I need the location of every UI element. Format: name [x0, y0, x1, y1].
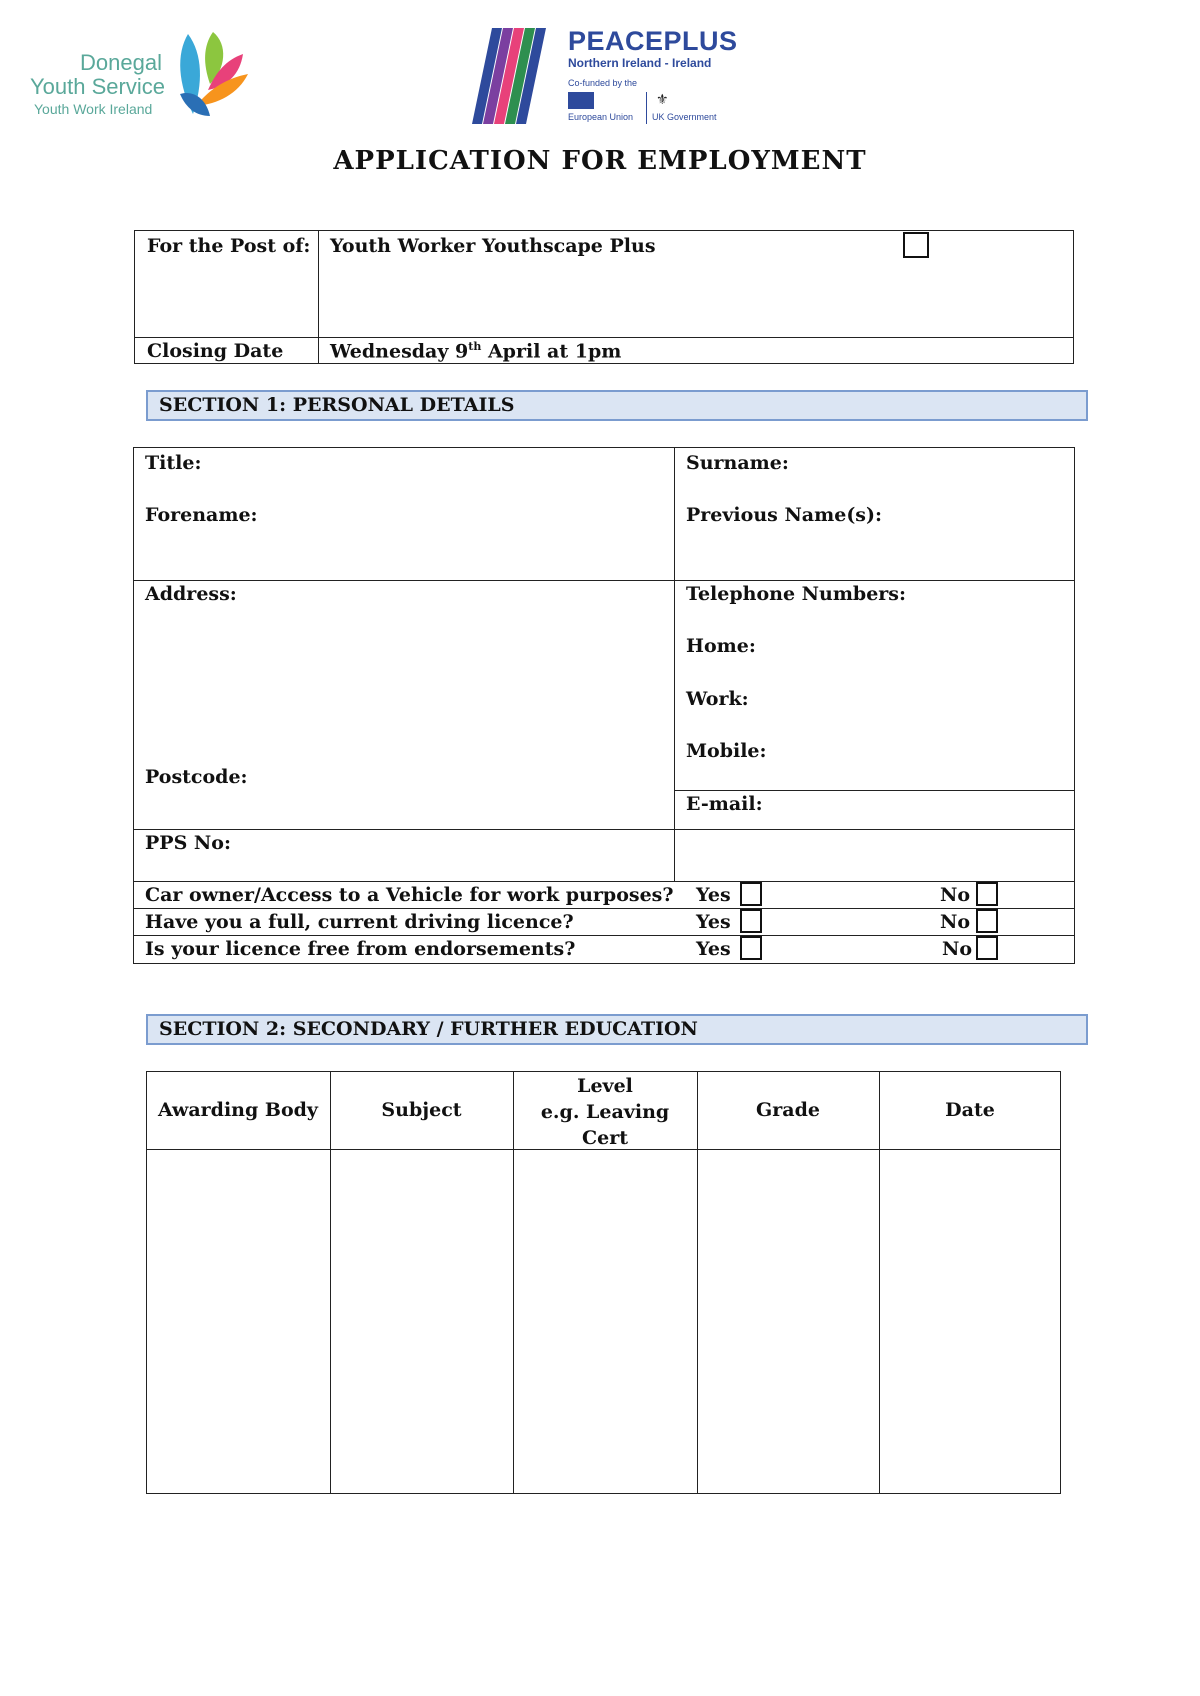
telephone-label: Telephone Numbers:	[686, 583, 907, 605]
previous-names-label: Previous Name(s):	[686, 504, 883, 526]
closing-label: Closing Date	[147, 340, 284, 362]
page-title: APPLICATION FOR EMPLOYMENT	[333, 146, 867, 176]
postcode-label: Postcode:	[145, 766, 248, 788]
row-line-email	[674, 790, 1075, 791]
dys-logo-line2: Youth Service	[30, 74, 165, 99]
forename-label: Forename:	[145, 504, 258, 526]
row-line-1	[133, 580, 1075, 581]
peaceplus-stripes-icon	[470, 26, 550, 126]
col-header-level-line3: Cert	[582, 1127, 628, 1149]
question-endorsements-yes-label: Yes	[696, 938, 731, 960]
pps-label: PPS No:	[145, 832, 231, 854]
col-header-subject: Subject	[381, 1099, 462, 1121]
row-line-q1	[133, 881, 1075, 882]
question-vehicle-yes-label: Yes	[696, 884, 731, 906]
post-checkbox[interactable]	[903, 232, 929, 258]
post-table-row-line	[134, 337, 1074, 338]
home-label: Home:	[686, 635, 756, 657]
post-value: Youth Worker Youthscape Plus	[330, 235, 656, 257]
question-vehicle-yes-checkbox[interactable]	[740, 882, 762, 906]
question-licence-no-checkbox[interactable]	[976, 909, 998, 933]
question-licence-no-label: No	[940, 911, 971, 933]
work-label: Work:	[686, 688, 749, 710]
surname-label: Surname:	[686, 452, 789, 474]
dys-logo-line1: Donegal	[80, 50, 162, 75]
education-col-line-3	[697, 1071, 698, 1494]
row-line-pps	[133, 829, 1075, 830]
col-header-date: Date	[945, 1099, 995, 1121]
post-table-divider	[318, 230, 319, 364]
row-line-q3	[133, 935, 1075, 936]
eu-flag-icon	[568, 92, 594, 109]
question-endorsements-no-label: No	[942, 938, 973, 960]
peaceplus-title: PEACEPLUS	[568, 26, 738, 56]
col-header-grade: Grade	[756, 1099, 820, 1121]
peaceplus-subtitle: Northern Ireland - Ireland	[568, 56, 712, 70]
personal-details-divider	[674, 447, 675, 882]
question-vehicle-no-label: No	[940, 884, 971, 906]
dys-logo	[30, 24, 260, 124]
uk-label: UK Government	[652, 112, 717, 122]
eu-label: European Union	[568, 112, 634, 122]
question-endorsements-no-checkbox[interactable]	[976, 936, 998, 960]
question-endorsements-yes-checkbox[interactable]	[740, 936, 762, 960]
col-header-level-line1: Level	[577, 1075, 633, 1097]
address-label: Address:	[145, 583, 237, 605]
mobile-label: Mobile:	[686, 740, 767, 762]
dys-leaf-icon	[158, 24, 258, 124]
title-label: Title:	[145, 452, 202, 474]
education-col-line-4	[879, 1071, 880, 1494]
post-label: For the Post of:	[147, 235, 311, 257]
section2-heading: SECTION 2: SECONDARY / FURTHER EDUCATION	[146, 1014, 1088, 1045]
col-header-level-line2: e.g. Leaving	[540, 1101, 670, 1123]
question-licence: Have you a full, current driving licence?	[145, 911, 574, 933]
question-vehicle-no-checkbox[interactable]	[976, 882, 998, 906]
peaceplus-logo	[470, 26, 740, 126]
question-licence-yes-checkbox[interactable]	[740, 909, 762, 933]
question-licence-yes-label: Yes	[696, 911, 731, 933]
closing-value: Wednesday 9th April at 1pm	[330, 340, 622, 363]
dys-logo-line3: Youth Work Ireland	[34, 101, 153, 117]
peaceplus-cofunded: Co-funded by the	[568, 78, 638, 88]
logo-divider	[646, 92, 647, 124]
education-col-line-1	[330, 1071, 331, 1494]
col-header-awarding-body: Awarding Body	[158, 1099, 318, 1121]
col-header-level	[513, 1073, 697, 1151]
row-line-q2	[133, 908, 1075, 909]
uk-crest-icon: ⚜	[656, 92, 669, 108]
question-vehicle: Car owner/Access to a Vehicle for work purposes?	[145, 884, 674, 906]
section1-heading: SECTION 1: PERSONAL DETAILS	[146, 390, 1088, 421]
email-label: E-mail:	[686, 793, 763, 815]
question-endorsements: Is your licence free from endorsements?	[145, 938, 576, 960]
